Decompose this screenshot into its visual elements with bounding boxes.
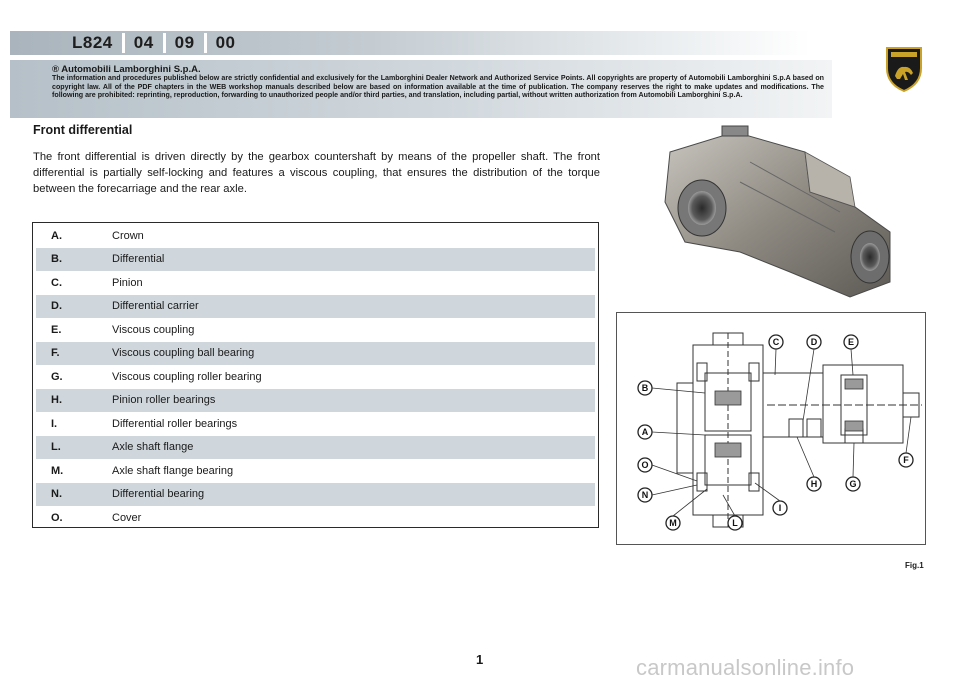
legend-row <box>36 459 595 483</box>
document-code-bar <box>10 31 810 55</box>
legend-label: Crown <box>112 229 144 242</box>
lamborghini-shield-icon <box>885 46 923 92</box>
legend-label: Differential carrier <box>112 300 199 313</box>
legend-row <box>36 295 595 319</box>
component-legend-table <box>32 222 599 528</box>
callout-label: I <box>778 503 782 513</box>
legend-row <box>36 412 595 436</box>
legend-row <box>36 483 595 507</box>
copyright-heading: ® Automobili Lamborghini S.p.A. <box>52 64 201 75</box>
legend-key: C. <box>51 276 62 289</box>
legend-key: N. <box>51 488 62 501</box>
legend-label: Differential roller bearings <box>112 417 238 430</box>
doc-code-revision: 00 <box>215 33 236 52</box>
legend-label: Axle shaft flange <box>112 441 194 454</box>
site-watermark: carmanualsonline.info <box>636 655 855 680</box>
legend-key: M. <box>51 464 64 477</box>
legend-key: L. <box>51 441 61 454</box>
legend-label: Pinion <box>112 276 143 289</box>
legend-key: F. <box>51 347 60 360</box>
legend-row <box>36 224 595 248</box>
legend-row <box>36 342 595 366</box>
page-number: 1 <box>476 652 484 667</box>
section-description: The front differential is driven directly by the gearbox countershaft by means of the propeller shaft. The front differential is partially self-locking and features a viscous coupling, that ensures the distribution of the torque between the forecarriage and the rear axle. <box>33 151 600 195</box>
legend-label: Cover <box>112 511 142 524</box>
differential-photo <box>640 122 905 302</box>
legend-row <box>36 318 595 342</box>
legend-row <box>36 389 595 413</box>
doc-code-group: 04 <box>133 33 154 52</box>
legend-label: Viscous coupling roller bearing <box>112 370 262 383</box>
code-separator <box>163 33 166 53</box>
callout-label: O <box>641 460 649 470</box>
copyright-text: The information and procedures published below are strictly confidential and exclusively for the Lamborghini Dealer Network and Authorized Service Points. All copyrights are property of Automobili Lamborghini S.p.A based on copyright law. All of the PDF chapters in the WEB workshop manuals described below are based on information available at the time of publication. The company reserves the right to make updates and modifications. The following are prohibited: reprinting, reproduction, forwarding to unauthorized people and/or third parties, and translation, including partial, without written authorization from Automobili Lamborghini S.p.A. <box>52 74 824 100</box>
legend-key: B. <box>51 253 62 266</box>
legend-label: Differential bearing <box>112 488 205 501</box>
legend-row <box>36 248 595 272</box>
callout-label: G <box>849 479 857 489</box>
legend-key: D. <box>51 300 62 313</box>
callout-label: D <box>810 337 818 347</box>
callout-label: B <box>641 383 649 393</box>
callout-label: H <box>810 479 818 489</box>
code-separator <box>204 33 207 53</box>
legend-label: Viscous coupling ball bearing <box>112 347 255 360</box>
legend-row <box>36 436 595 460</box>
legend-key: H. <box>51 394 62 407</box>
legend-key: E. <box>51 323 62 336</box>
figure-caption: Fig.1 <box>905 561 924 570</box>
legend-label: Differential <box>112 253 165 266</box>
callout-label: N <box>641 490 649 500</box>
legend-key: G. <box>51 370 63 383</box>
callout-label: A <box>641 427 649 437</box>
legend-key: A. <box>51 229 62 242</box>
callout-label: F <box>903 455 909 465</box>
legend-row <box>36 365 595 389</box>
callout-label: L <box>732 518 738 528</box>
section-title: Front differential <box>33 123 133 137</box>
legend-row <box>36 506 595 530</box>
legend-label: Axle shaft flange bearing <box>112 464 234 477</box>
differential-cross-section-diagram <box>616 312 926 545</box>
legend-label: Viscous coupling <box>112 323 195 336</box>
callout-label: C <box>772 337 780 347</box>
legend-label: Pinion roller bearings <box>112 394 216 407</box>
code-separator <box>122 33 125 53</box>
legend-row <box>36 271 595 295</box>
legend-key: I. <box>51 417 58 430</box>
doc-code-model: L824 <box>72 33 113 52</box>
callout-label: M <box>669 518 677 528</box>
doc-code-subgroup: 09 <box>174 33 195 52</box>
legend-key: O. <box>51 511 63 524</box>
callout-label: E <box>847 337 855 347</box>
